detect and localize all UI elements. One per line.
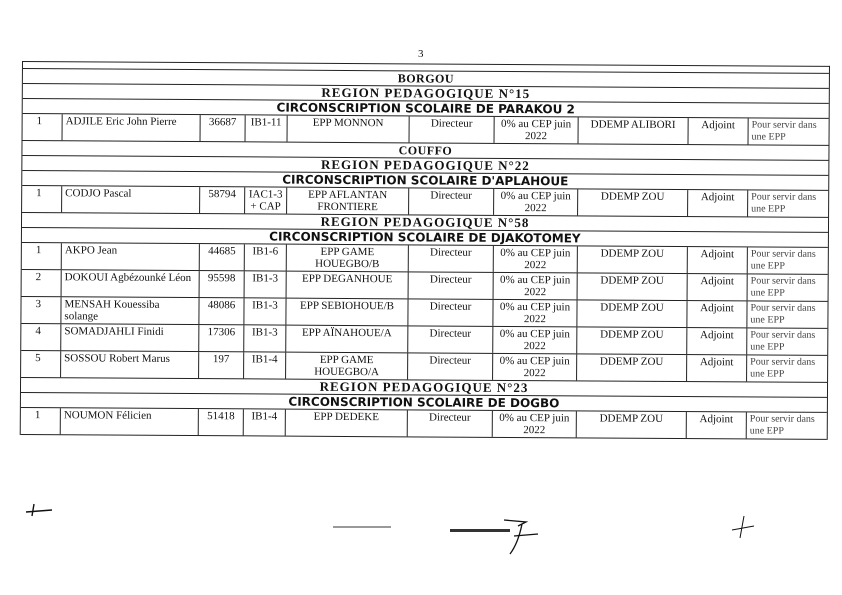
row-number: 1 bbox=[22, 186, 62, 212]
observation: Pour servir dans une EPP bbox=[751, 191, 817, 215]
region-title: REGION PEDAGOGIQUE N°23 bbox=[21, 378, 827, 398]
destination: DDEMP ZOU bbox=[578, 189, 688, 216]
agent-name: ADJILE Eric John Pierre bbox=[63, 114, 201, 141]
transfer-table bbox=[20, 61, 830, 440]
motif: 0% au CEP juin 2022 bbox=[494, 189, 578, 216]
school-name: EPP AFLANTAN FRONTIERE bbox=[287, 188, 409, 215]
school-name: EPP AÏNAHOUE/A bbox=[286, 326, 408, 353]
observation: Pour servir dans une EPP bbox=[750, 302, 816, 326]
matricule: 197 bbox=[199, 352, 244, 378]
row-number: 4 bbox=[21, 324, 61, 350]
department-title: COUFFO bbox=[22, 141, 828, 161]
table-row bbox=[21, 408, 827, 440]
school-name: EPP DEGANHOUE bbox=[287, 272, 409, 299]
motif: 0% au CEP juin 2022 bbox=[494, 273, 578, 300]
current-post: Directeur bbox=[410, 116, 495, 143]
current-post: Directeur bbox=[408, 353, 493, 380]
page-number: 3 bbox=[418, 48, 424, 60]
observation: Pour servir dans une EPP bbox=[751, 119, 817, 143]
circonscription-title: CIRCONSCRIPTION SCOLAIRE D'APLAHOUE bbox=[22, 171, 828, 191]
new-post: Adjoint bbox=[689, 118, 749, 144]
row-number: 1 bbox=[22, 243, 62, 269]
agent-name: CODJO Pascal bbox=[62, 186, 200, 213]
matricule: 51418 bbox=[199, 409, 244, 435]
region-title: REGION PEDAGOGIQUE N°15 bbox=[23, 84, 829, 104]
motif: 0% au CEP juin 2022 bbox=[494, 246, 578, 273]
school-name: EPP SEBIOHOUE/B bbox=[286, 299, 408, 326]
grade: IB1-6 bbox=[245, 244, 287, 270]
observation: Pour servir dans une EPP bbox=[750, 329, 816, 353]
new-post: Adjoint bbox=[687, 412, 747, 438]
agent-name: DOKOUI Agbézounké Léon bbox=[62, 270, 200, 297]
motif: 0% au CEP juin 2022 bbox=[493, 327, 577, 354]
current-post: Directeur bbox=[409, 272, 494, 299]
signature-right bbox=[728, 512, 758, 542]
circonscription-title: CIRCONSCRIPTION SCOLAIRE DE PARAKOU 2 bbox=[23, 99, 829, 119]
destination: DDEMP ZOU bbox=[577, 354, 687, 381]
new-post: Adjoint bbox=[687, 355, 747, 381]
initials-mark bbox=[24, 500, 54, 520]
row-number: 1 bbox=[23, 114, 63, 140]
matricule: 36687 bbox=[201, 115, 246, 141]
agent-name: NOUMON Félicien bbox=[61, 408, 199, 435]
matricule: 58794 bbox=[200, 187, 245, 213]
motif: 0% au CEP juin 2022 bbox=[495, 117, 579, 144]
destination: DDEMP ZOU bbox=[578, 273, 688, 300]
observation: Pour servir dans une EPP bbox=[750, 248, 816, 272]
school-name: EPP GAME HOUEGBO/B bbox=[287, 245, 409, 272]
grade: IB1-3 bbox=[244, 298, 286, 324]
observation: Pour servir dans une EPP bbox=[750, 275, 816, 299]
new-post: Adjoint bbox=[687, 301, 747, 327]
grade: IB1-4 bbox=[244, 409, 286, 435]
region-title: REGION PEDAGOGIQUE N°58 bbox=[22, 213, 828, 233]
agent-name: MENSAH Kouessiba solange bbox=[61, 297, 199, 324]
grade: IAC1-3 + CAP bbox=[245, 187, 287, 213]
motif: 0% au CEP juin 2022 bbox=[493, 300, 577, 327]
grade: IB1-3 bbox=[244, 325, 286, 351]
new-post: Adjoint bbox=[688, 247, 748, 273]
row-number: 1 bbox=[21, 408, 61, 434]
motif: 0% au CEP juin 2022 bbox=[493, 411, 577, 438]
matricule: 44685 bbox=[200, 244, 245, 270]
school-name: EPP DEDEKE bbox=[286, 410, 408, 437]
destination: DDEMP ZOU bbox=[577, 300, 687, 327]
agent-name: SOSSOU Robert Marus bbox=[61, 351, 199, 378]
matricule: 17306 bbox=[199, 325, 244, 351]
stamp-line-small bbox=[333, 526, 391, 528]
new-post: Adjoint bbox=[688, 190, 748, 216]
new-post: Adjoint bbox=[687, 328, 747, 354]
agent-name: SOMADJAHLI Finidi bbox=[61, 324, 199, 351]
current-post: Directeur bbox=[409, 245, 494, 272]
circonscription-title: CIRCONSCRIPTION SCOLAIRE DE DOGBO bbox=[21, 393, 827, 413]
destination: DDEMP ALIBORI bbox=[579, 117, 689, 144]
agent-name: AKPO Jean bbox=[62, 243, 200, 270]
circonscription-title: CIRCONSCRIPTION SCOLAIRE DE DJAKOTOMEY bbox=[22, 228, 828, 248]
signature-center bbox=[498, 512, 548, 557]
observation: Pour servir dans une EPP bbox=[750, 356, 816, 380]
motif: 0% au CEP juin 2022 bbox=[493, 354, 577, 381]
school-name: EPP MONNON bbox=[288, 116, 410, 143]
destination: DDEMP ZOU bbox=[578, 246, 688, 273]
row-number: 3 bbox=[21, 297, 61, 323]
new-post: Adjoint bbox=[688, 274, 748, 300]
observation: Pour servir dans une EPP bbox=[749, 413, 815, 437]
department-title: BORGOU bbox=[23, 69, 829, 89]
current-post: Directeur bbox=[408, 299, 493, 326]
grade: IB1-3 bbox=[245, 271, 287, 297]
region-title: REGION PEDAGOGIQUE N°22 bbox=[22, 156, 828, 176]
destination: DDEMP ZOU bbox=[577, 327, 687, 354]
destination: DDEMP ZOU bbox=[577, 411, 687, 438]
current-post: Directeur bbox=[409, 188, 494, 215]
school-name: EPP GAME HOUEGBO/A bbox=[286, 353, 408, 380]
grade: IB1-4 bbox=[244, 352, 286, 378]
matricule: 95598 bbox=[200, 271, 245, 297]
row-number: 5 bbox=[21, 351, 61, 377]
grade: IB1-11 bbox=[246, 115, 288, 141]
row-number: 2 bbox=[22, 270, 62, 296]
current-post: Directeur bbox=[408, 410, 493, 437]
current-post: Directeur bbox=[408, 326, 493, 353]
matricule: 48086 bbox=[199, 298, 244, 324]
